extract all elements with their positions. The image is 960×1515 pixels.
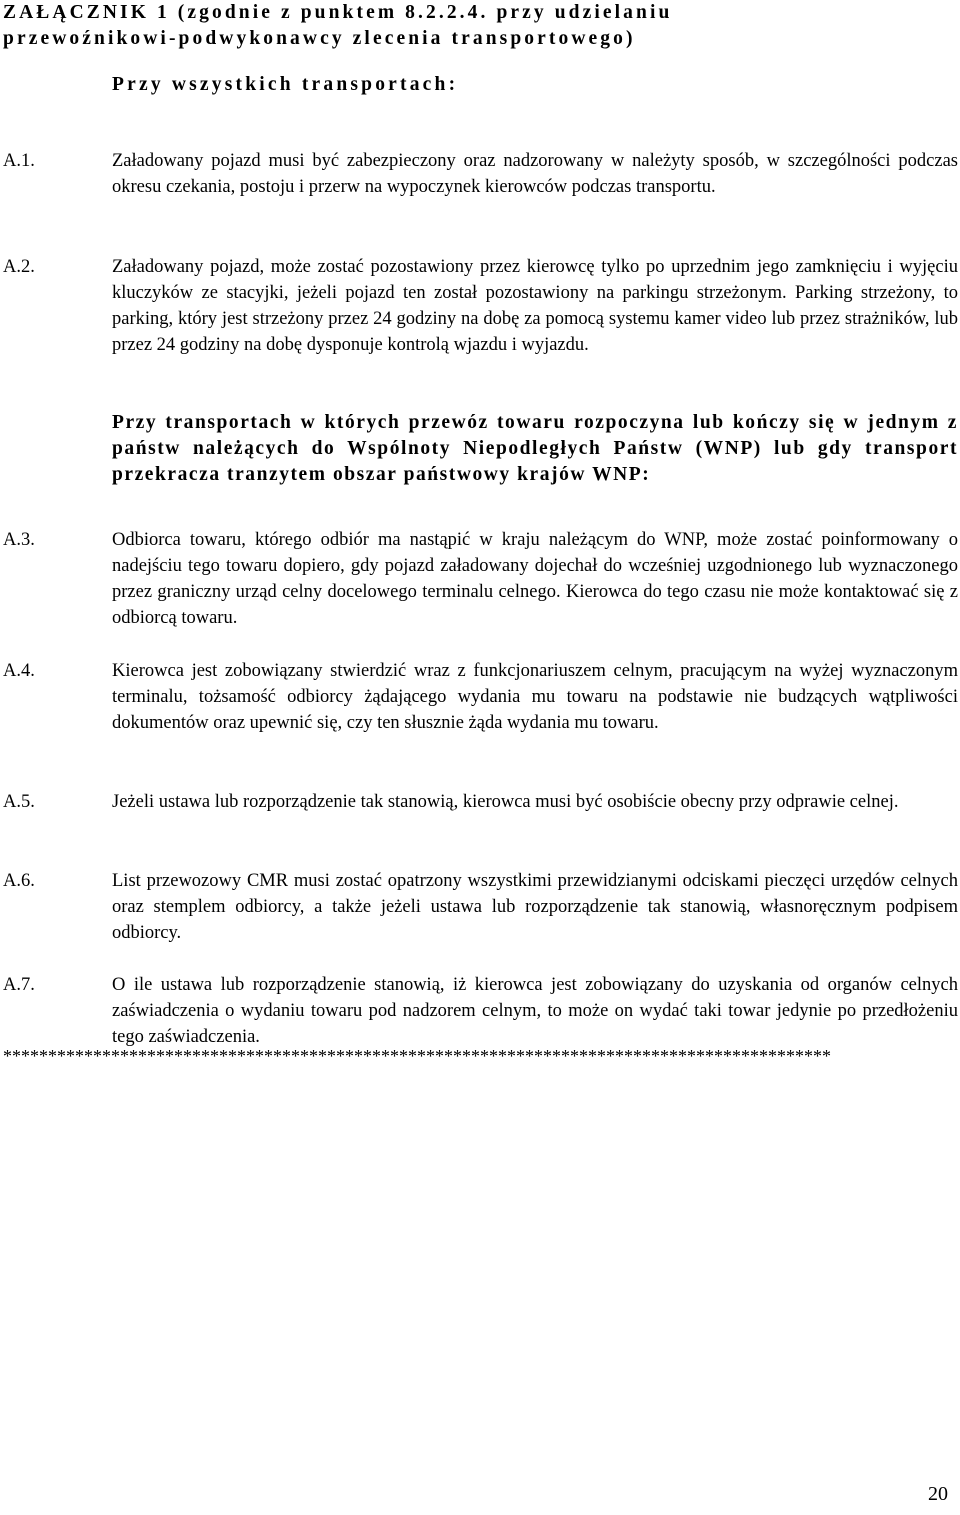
item-number: A.1.	[3, 151, 35, 171]
section-heading-wnp-transports: Przy transportach w których przewóz towaru rozpoczyna lub kończy się w jednym z państw należących do Wspólnoty Niepodległych Państw (WNP) lub gdy transport przekracza tranzytem obszar państwowy krajów WNP:	[112, 412, 958, 485]
page-number: 20	[928, 1483, 948, 1505]
item-number: A.3.	[3, 530, 35, 550]
item-number: A.2.	[3, 257, 35, 277]
item-number: A.5.	[3, 792, 35, 812]
annex-title-line-2: przewoźnikowi-podwykonawcy zlecenia transportowego)	[3, 28, 636, 49]
section-heading-all-transports: Przy wszystkich transportach:	[112, 74, 459, 95]
item-text: O ile ustawa lub rozporządzenie stanowią, iż kierowca jest zobowiązany do uzyskania od organów celnych zaświadczenia o wydaniu towaru pod nadzorem celnym, to może on wydać taki towar jedynie po przedłożeniu tego zaświadczenia.	[112, 975, 958, 1047]
item-text: Odbiorca towaru, którego odbiór ma nastąpić w kraju należącym do WNP, może zostać poinformowany o nadejściu tego towaru dopiero, gdy pojazd załadowany dojechał do wcześniej uzgodnionego lub wyznaczonego przez graniczny urząd celny docelowego terminalu celnego. Kierowca do tego czasu nie może kontaktować się z odbiorcą towaru.	[112, 530, 958, 628]
item-text: Jeżeli ustawa lub rozporządzenie tak stanowią, kierowca musi być osobiście obecny przy odprawie celnej.	[112, 792, 899, 812]
item-text: List przewozowy CMR musi zostać opatrzony wszystkimi przewidzianymi odciskami pieczęci urzędów celnych oraz stemplem odbiorcy, a także jeżeli ustawa lub rozporządzenie tak stanowią, własnoręcznym podpisem odbiorcy.	[112, 871, 958, 943]
item-number: A.4.	[3, 661, 35, 681]
item-text: Załadowany pojazd musi być zabezpieczony oraz nadzorowany w należyty sposób, w szczególności podczas okresu czekania, postoju i przerw na wypoczynek kierowców podczas transportu.	[112, 151, 958, 197]
annex-title-line-1: ZAŁĄCZNIK 1 (zgodnie z punktem 8.2.2.4. przy udzielaniu	[3, 2, 673, 23]
asterisk-separator: ********************************************************************************************	[3, 1046, 831, 1066]
item-text: Kierowca jest zobowiązany stwierdzić wraz z funkcjonariuszem celnym, pracującym na wyżej wyznaczonym terminalu, tożsamość odbiorcy żądającego wydania mu towaru na podstawie nie budzących wątpliwości dokumentów oraz upewnić się, czy ten słusznie żąda wydania mu towaru.	[112, 661, 958, 733]
item-number: A.7.	[3, 975, 35, 995]
item-text: Załadowany pojazd, może zostać pozostawiony przez kierowcę tylko po uprzednim jego zamknięciu i wyjęciu kluczyków ze stacyjki, jeżeli pojazd ten został pozostawiony na parkingu strzeżonym. Parking strzeżony, to parking, który jest strzeżony przez 24 godziny na dobę za pomocą systemu kamer video lub przez strażników, lub przez 24 godziny na dobę dysponuje kontrolą wjazdu i wyjazdu.	[112, 257, 958, 355]
item-number: A.6.	[3, 871, 35, 891]
